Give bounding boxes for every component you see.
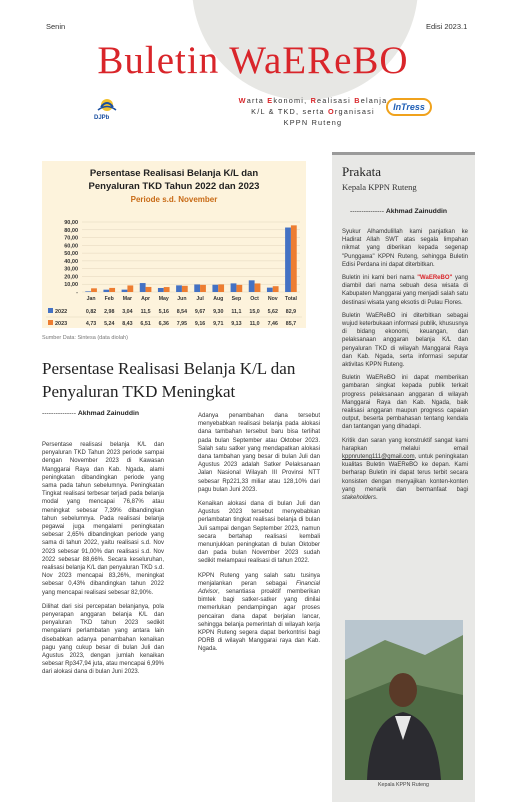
y-tick-label: - [76, 290, 78, 296]
data-label: 11,0 [249, 321, 260, 327]
bar-2022-Feb [103, 290, 109, 292]
y-tick-label: 70,00 [64, 235, 78, 242]
bar-2022-Jun [176, 285, 182, 292]
data-label: 6,36 [158, 321, 169, 327]
bar-2023-Jun [182, 286, 188, 292]
y-tick-label: 30,00 [64, 266, 78, 273]
legend-label-2022: 2022 [55, 309, 68, 315]
bar-2022-Aug [212, 285, 218, 292]
data-label: 9,71 [213, 321, 224, 327]
y-tick-label: 40,00 [64, 258, 78, 265]
tagline-line-2: K/L & TKD, serta Organisasi [251, 107, 375, 116]
bar-2023-Oct [255, 283, 261, 292]
kepala-kppn-photo [345, 620, 463, 780]
article-paragraph-5: KPPN Ruteng yang salah satu tusinya menjalankan peran sebagai Financial Advisor, senantiasa proaktif memberikan bimtek bagi satker-satker yang dinilai memerlukan pendampingan agar proses pencairan dana dapat berjalan lancar, sehingga belanja pemerintah di wilayah kerja KPPN Ruteng segera dapat berkontrisi bagi PDRB di wilayah Manggarai raya dan Kab. Ngada. [198, 572, 320, 653]
bar-2023-Nov [273, 286, 279, 292]
x-tick-label: Feb [104, 296, 114, 302]
y-tick-label: 80,00 [64, 227, 78, 234]
data-label: 15,0 [249, 309, 260, 315]
bar-2022-Mar [122, 290, 128, 292]
bar-2023-Jan [91, 288, 97, 292]
data-label: 7,95 [176, 321, 188, 327]
sidebar-subheading: Kepala KPPN Ruteng [342, 182, 417, 192]
chart-canvas [42, 161, 306, 328]
bar-2022-Apr [140, 283, 146, 292]
sidebar-body [342, 228, 468, 507]
tagline-line-3: KPPN Ruteng [283, 118, 343, 127]
sidebar-paragraph-2: Buletin ini kami beri nama "WaEReBO" yang diambil dari nama sebuah desa wisata di Kabupaten Manggarai yang menjadi salah satu destinasi wisata yang eksotis di Pulau Flores. [342, 275, 468, 306]
data-label: 11,1 [231, 309, 242, 315]
sidebar-paragraph-3: Buletin WaEReBO ini diterbitkan sebagai wujud keterbukaan informasi publik, khususnya di bidang ekonomi, keuangan, dan pelaksanaan anggaran belanja K/L dan penyaluran TKD di wilayah Manggarai Raya dan Kab. Ngada, serta informasi seputar aktivitas KPPN Ruteng. [342, 312, 468, 369]
data-label: 9,13 [231, 321, 242, 327]
data-label: 5,62 [267, 309, 278, 315]
bar-2022-Nov [267, 288, 273, 292]
article-title: Persentase Realisasi Belanja K/L dan Penyaluran TKD Meningkat [42, 359, 296, 401]
bar-2022-Jul [194, 284, 200, 292]
sidebar-paragraph-1: Syukur Alhamdulillah kami panjatkan ke Hadirat Allah SWT atas segala limpahan nikmat yang diberikan kepada segenap "Punggawa" KPPN Ruteng, sehingga Buletin Edisi Perdana ini dapat diterbitkan. [342, 229, 468, 268]
data-label: 2,98 [104, 309, 115, 315]
x-tick-label: Jul [196, 296, 204, 302]
bar-2023-Total [291, 225, 297, 292]
intress-logo: InTress [386, 98, 432, 116]
sidebar-paragraph-5: Kritik dan saran yang konstruktif sangat kami harapkan melalui email kppnruteng111@gmail.com, untuk peningkatan kualitas Buletin WaEReBO ke depan. Kami berharap Buletin ini dapat terus terbit secara konsisten dengan menyajikan konten-konten yang menarik dan bermanfaat bagi stakeholders. [342, 437, 468, 502]
legend-label-2023: 2023 [55, 321, 68, 327]
y-tick-label: 50,00 [64, 251, 78, 258]
x-tick-label: Sep [231, 296, 242, 302]
bar-2023-May [164, 287, 170, 292]
data-label: 5,24 [104, 321, 115, 327]
x-tick-label: Total [284, 296, 297, 302]
djpb-logo-label: DJPb [94, 115, 110, 121]
bar-2022-Jan [85, 291, 91, 292]
data-label: 8,43 [122, 321, 133, 327]
chart-subtitle: Periode s.d. November [130, 195, 218, 204]
y-tick-label: 90,00 [64, 220, 78, 226]
article-paragraph-2: Dilihat dari sisi percepatan belanjanya, pola penyerapan anggaran belanja K/L dan penyaluran TKD tahun 2023 sedikit mengalami perlambatan yang antara lain disebabkan adanya penambahan kenaikan pagu yang cukup besar di bulan Juli dan Agustus 2023, dengan jumlah kenaikan sebesar Rp347,94 juta, atau mencapai 6,99% dari alokasi dana di bulan Juni 2023. [42, 603, 164, 676]
data-label: 6,51 [140, 321, 151, 327]
sidebar-paragraph-4: Buletin WaEReBO ini dapat memberikan gambaran singkat kepada publik terkait progress pelaksanaan anggaran di wilayah Manggarai Raya dan Kab. Ngada, baik realisasi anggaran maupun progress capaian output, beserta pembahasan tentang kendala dan tantangan yang dihadapi. [342, 375, 468, 431]
masthead-tagline [228, 95, 398, 128]
bar-2023-Sep [236, 285, 242, 292]
chart-title-line-1: Persentase Realisasi Belanja K/L dan [89, 168, 259, 179]
data-label: 85,7 [285, 321, 297, 327]
x-tick-label: Apr [141, 296, 151, 302]
article-author: --------------- Akhmad Zainuddin [42, 410, 140, 417]
chart-source: Sumber Data: Sintesa (data diolah) [42, 335, 128, 341]
data-label: 0,82 [85, 309, 97, 315]
bar-2023-Aug [218, 284, 224, 292]
article-paragraph-1: Persentase realisasi belanja K/L dan penyaluran TKD Tahun 2023 periode sampai dengan November 2023 di Kawasan Manggarai Raya dan Kab. Ngada, alami peningkatan dibandingkan periode yang sama pada tahun sebelumnya. Peningkatan Tingkat realisasi terbesar terjadi pada belanja modal yang mencapai 76,87% atau meningkat sebesar 7,39% dibandingkan tahun sebelumnya. Pada realisasi belanja pegawai juga mengalami peningkatan sebesar 2,65% dibandingkan periode yang sama di tahun 2022, yaitu realisasi s.d. Nov 2023 sebesar 91,00% dan realisasi s.d. Nov 2022 sebesar 88,66%. Secara keseluruhan, realisasi belanja K/L dan penyaluran TKD s.d. Nov 2023 mencapai 83,26%, meningkat sebesar 0,43% dibandingkan tahun 2022 yang mencapai realisasi sebesar 82,90%. [42, 442, 164, 596]
email-link[interactable]: kppnruteng111@gmail.com [342, 454, 415, 461]
data-label: 9,67 [194, 309, 206, 315]
x-tick-label: Aug [213, 296, 224, 302]
article-paragraph-4: Kenaikan alokasi dana di bulan Juli dan Agustus 2023 tersebut menyebabkan perlambatan tingkat realisasi belanja di bulan Juli sampai dengan September 2023, namun secara bertahap realisasi kembali menunjukkan peningkatan di bulan Oktober dan pada bulan November 2023 sudah sedikit melampaui realisasi di tahun 2022. [198, 501, 320, 565]
bar-2022-Oct [249, 280, 255, 292]
x-tick-label: Nov [267, 296, 278, 302]
legend-swatch-2022 [48, 308, 53, 313]
bar-2023-Apr [146, 287, 152, 292]
bar-2023-Mar [127, 285, 133, 292]
day-label: Senin [46, 22, 66, 31]
x-tick-label: Mar [122, 296, 133, 302]
data-label: 11,5 [140, 309, 151, 315]
article-paragraph-3: Adanya penambahan dana tersebut menyebabkan realisasi belanja pada alokasi dana tambahan tersebut baru bisa terlihat pada bulan September atau Oktober 2023. Salah satu satker yang mendapatkan alokasi dana tambahan yang besar di bulan Juli dan Agustus 2023 adalah Satker Pelaksanaan Jalan Nasional Wilayah III Provinsi NTT sebesar Rp221,33 miliar atau 128,10% dari pagu bulan Juni 2023. [198, 413, 320, 493]
djpb-emblem-icon [92, 97, 122, 115]
article-column-1 [42, 441, 164, 683]
x-tick-label: Oct [250, 296, 259, 302]
y-tick-label: 20,00 [64, 274, 78, 281]
data-label: 82,9 [285, 309, 297, 315]
edition-label: Edisi 2023.1 [426, 22, 468, 31]
bar-2022-Total [285, 228, 291, 292]
x-tick-label: Jan [86, 296, 96, 302]
photo-caption: Kepala KPPN Ruteng [378, 782, 429, 788]
data-label: 8,54 [176, 309, 188, 315]
sidebar-heading: Prakata [342, 164, 381, 179]
masthead-title: Buletin WaEReBO [97, 39, 409, 82]
bar-2022-Sep [231, 283, 237, 292]
y-tick-label: 10,00 [64, 282, 78, 289]
legend-swatch-2023 [48, 320, 53, 325]
data-label: 4,73 [85, 321, 97, 327]
bar-2023-Jul [200, 285, 206, 292]
data-label: 7,46 [267, 321, 278, 327]
chart-title-line-2: Penyaluran TKD Tahun 2022 dan 2023 [88, 181, 260, 192]
article-column-2 [198, 412, 320, 660]
sidebar-author: --------------- Akhmad Zainuddin [350, 208, 448, 215]
tagline-line-1: Warta Ekonomi, Realisasi Belanja [238, 96, 388, 105]
y-tick-label: 60,00 [64, 243, 78, 250]
bar-2022-May [158, 288, 164, 292]
realisasi-chart [42, 161, 306, 328]
data-label: 5,16 [158, 309, 169, 315]
djpb-logo [92, 97, 122, 123]
data-label: 3,04 [122, 309, 133, 315]
x-tick-label: May [158, 296, 169, 302]
sidebar-top-rule [332, 152, 475, 155]
bar-2023-Feb [109, 288, 115, 292]
data-label: 9,16 [194, 321, 206, 327]
data-label: 9,30 [213, 309, 224, 315]
x-tick-label: Jun [177, 296, 187, 302]
